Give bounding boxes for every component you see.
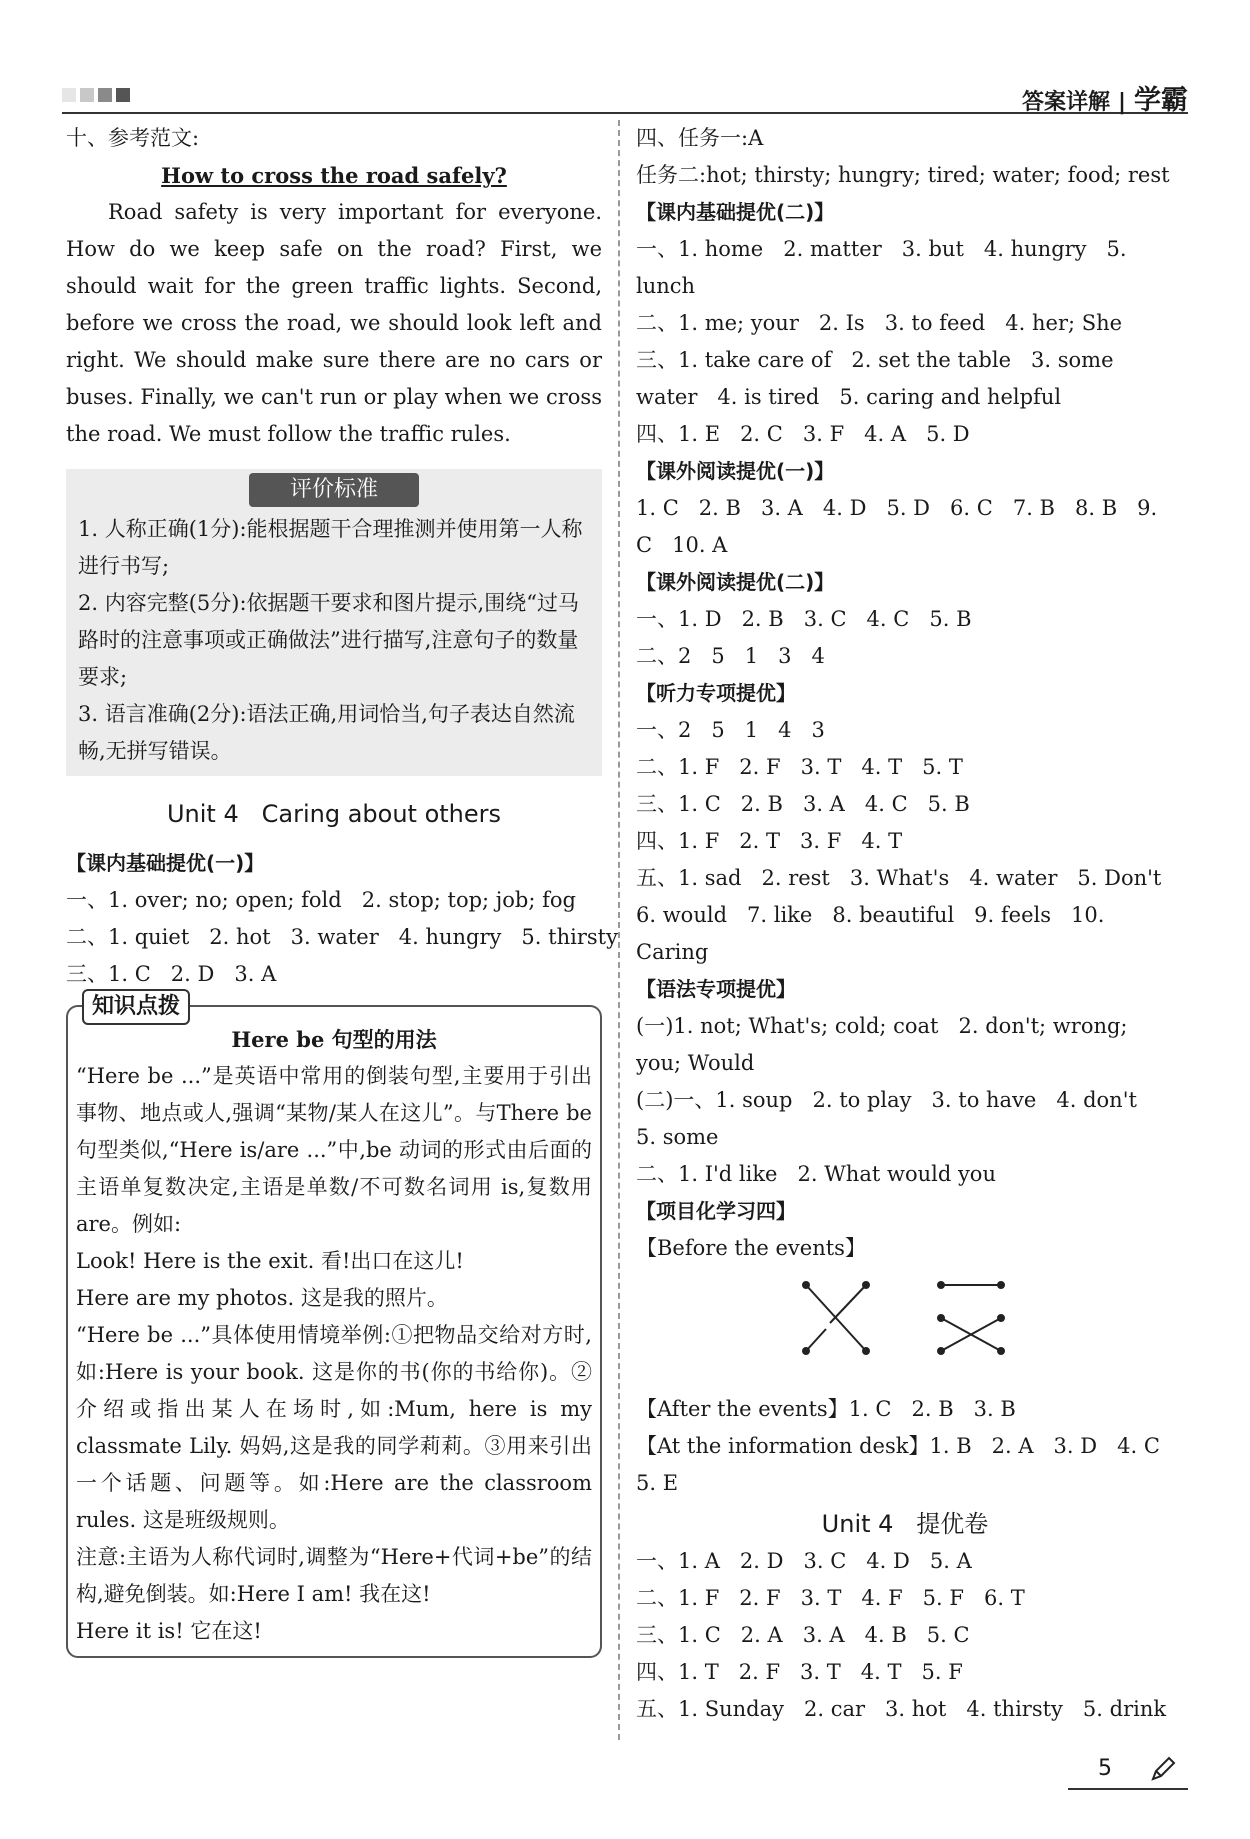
answer-line: 任务二:hot; thirsty; hungry; tired; water; food; rest — [636, 163, 1170, 187]
brand-logo: 学霸 — [1134, 85, 1188, 116]
match-dot — [998, 1348, 1004, 1354]
answer-line: 五、1. Sunday 2. car 3. hot 4. thirsty 5. drink — [636, 1697, 1167, 1721]
match-line — [806, 1329, 826, 1351]
knowledge-para: 注意:主语为人称代词时,调整为“Here+代词+be”的结构,避免倒装。如:Here I am! 我在这! — [76, 1545, 592, 1606]
match-dot — [998, 1315, 1004, 1321]
right-column — [636, 120, 1182, 1728]
match-dot — [998, 1282, 1004, 1288]
section-title: 【课外阅读提优(二)】 — [636, 570, 835, 594]
after-events-line: 【After the events】1. C 2. B 3. B — [636, 1397, 1016, 1421]
answer-line: (二)一、1. soup 2. to play 3. to have 4. don't 5. some — [636, 1088, 1157, 1149]
answer-line: 二、1. F 2. F 3. T 4. F 5. F 6. T — [636, 1586, 1025, 1610]
answer-line: 一、1. D 2. B 3. C 4. C 5. B — [636, 607, 972, 631]
unit-test-title: Unit 4 提优卷 — [821, 1510, 989, 1538]
answer-line: 三、1. C 2. B 3. A 4. C 5. B — [636, 792, 970, 816]
answer-line: 二、1. me; your 2. Is 3. to feed 4. her; She — [636, 311, 1123, 335]
answer-line: 一、1. over; no; open; fold 2. stop; top; job; fog — [66, 888, 576, 912]
knowledge-tag: 知识点拨 — [82, 989, 190, 1025]
section-title: 【课外阅读提优(一)】 — [636, 459, 835, 483]
answer-line: 三、1. take care of 2. set the table 3. some water 4. is tired 5. caring and helpful — [636, 348, 1121, 409]
knowledge-para: “Here be ...”具体使用情境举例:①把物品交给对方时,如:Here is your book. 这是你的书(你的书给你)。②介绍或指出某人在场时,如:Mum, here is my classmate Lily. 妈妈,这是我的同学莉莉。③用来引出一个话题、问题等。如:Here are the classroom rules. 这是班级规则。 — [76, 1323, 592, 1532]
knowledge-para: Here it is! 它在这! — [76, 1619, 262, 1643]
match-dot — [938, 1315, 944, 1321]
criteria-badge: 评价标准 — [249, 473, 419, 507]
answer-line: 三、1. C 2. D 3. A — [66, 962, 277, 986]
pencil-icon — [1148, 1754, 1178, 1784]
match-dot — [938, 1348, 944, 1354]
match-dot — [803, 1348, 809, 1354]
match-dot — [938, 1282, 944, 1288]
info-desk-line: 【At the information desk】1. B 2. A 3. D 4. C 5. E — [636, 1434, 1180, 1495]
criteria-item: 3. 语言准确(2分):语法正确,用词恰当,句子表达自然流畅,无拼写错误。 — [78, 702, 575, 763]
knowledge-heading: Here be 句型的用法 — [231, 1027, 437, 1052]
left-column — [66, 120, 618, 1658]
criteria-item: 2. 内容完整(5分):依据题干要求和图片提示,围绕“过马路时的注意事项或正确做法”进行描写,注意句子的数量要求; — [78, 591, 579, 689]
page-header — [62, 78, 1188, 114]
essay-body: Road safety is very important for everyone. How do we keep safe on the road? First, we should wait for the green traffic lights. Second, before we cross the road, we should look left and right. We should make sure there are no cars or buses. Finally, we can't run or play when we cross the road. We must follow the traffic rules. — [66, 200, 602, 446]
answer-line: 三、1. C 2. A 3. A 4. B 5. C — [636, 1623, 970, 1647]
criteria-item: 1. 人称正确(1分):能根据题干合理推测并使用第一人称进行书写; — [78, 517, 583, 578]
answer-line: 二、1. I'd like 2. What would you — [636, 1162, 996, 1186]
essay-heading: 十、参考范文: — [66, 126, 200, 150]
brand: 答案详解 | 学霸 — [1021, 85, 1188, 116]
section-title: 【听力专项提优】 — [636, 681, 796, 705]
answer-line: 一、1. A 2. D 3. C 4. D 5. A — [636, 1549, 972, 1573]
header-decoration — [80, 88, 94, 102]
section-title: 【语法专项提优】 — [636, 977, 796, 1001]
essay-title: How to cross the road safely? — [161, 163, 507, 188]
section-title: 【项目化学习四】 — [636, 1199, 796, 1223]
brand-subtitle: 答案详解 — [1021, 90, 1110, 115]
knowledge-box — [66, 994, 602, 1658]
matching-diagram — [636, 1273, 1174, 1369]
section-title: 【课内基础提优(二)】 — [636, 200, 835, 224]
section-title: 【课内基础提优(一)】 — [66, 851, 265, 875]
answer-line: 四、1. F 2. T 3. F 4. T — [636, 829, 903, 853]
answer-line: 一、2 5 1 4 3 — [636, 718, 825, 742]
header-decoration — [62, 88, 76, 102]
column-divider — [618, 120, 620, 1740]
unit-title: Unit 4 Caring about others — [166, 800, 502, 828]
knowledge-para: “Here be ...”是英语中常用的倒装句型,主要用于引出事物、地点或人,强调“某物/某人在这儿”。与There be 句型类似,“Here is/are ...”中,be 动词的形式由后面的主语单复数决定,主语是单数/不可数名词用 is,复数用 are。例如: — [76, 1064, 592, 1236]
answer-line: 五、1. sad 2. rest 3. What's 4. water 5. Don't 6. would 7. like 8. beautiful 9. feels 10. Caring — [636, 866, 1182, 964]
answer-line: (一)1. not; What's; cold; coat 2. don't; wrong; you; Would — [636, 1014, 1135, 1075]
answer-line: 四、1. T 2. F 3. T 4. T 5. F — [636, 1660, 963, 1684]
answer-line: 二、1. quiet 2. hot 3. water 4. hungry 5. thirsty — [66, 925, 618, 949]
page-number-text: 5 — [1098, 1756, 1112, 1781]
page-number — [1068, 1752, 1188, 1790]
answer-line: 二、2 5 1 3 4 — [636, 644, 825, 668]
knowledge-para: Here are my photos. 这是我的照片。 — [76, 1286, 448, 1310]
answer-line: 四、1. E 2. C 3. F 4. A 5. D — [636, 422, 970, 446]
answer-line: 二、1. F 2. F 3. T 4. T 5. T — [636, 755, 963, 779]
match-dot — [863, 1282, 869, 1288]
match-dot — [863, 1348, 869, 1354]
knowledge-para: Look! Here is the exit. 看!出口在这儿! — [76, 1249, 464, 1273]
answer-line: 四、任务一:A — [636, 126, 764, 150]
answer-line: 1. C 2. B 3. A 4. D 5. D 6. C 7. B 8. B 9. C 10. A — [636, 496, 1164, 557]
header-decoration — [98, 88, 112, 102]
before-events-label: 【Before the events】 — [636, 1236, 866, 1260]
answer-line: 一、1. home 2. matter 3. but 4. hungry 5. lunch — [636, 237, 1134, 298]
match-line — [830, 1285, 866, 1323]
match-dot — [803, 1282, 809, 1288]
criteria-box — [66, 469, 602, 776]
header-decoration — [116, 88, 130, 102]
